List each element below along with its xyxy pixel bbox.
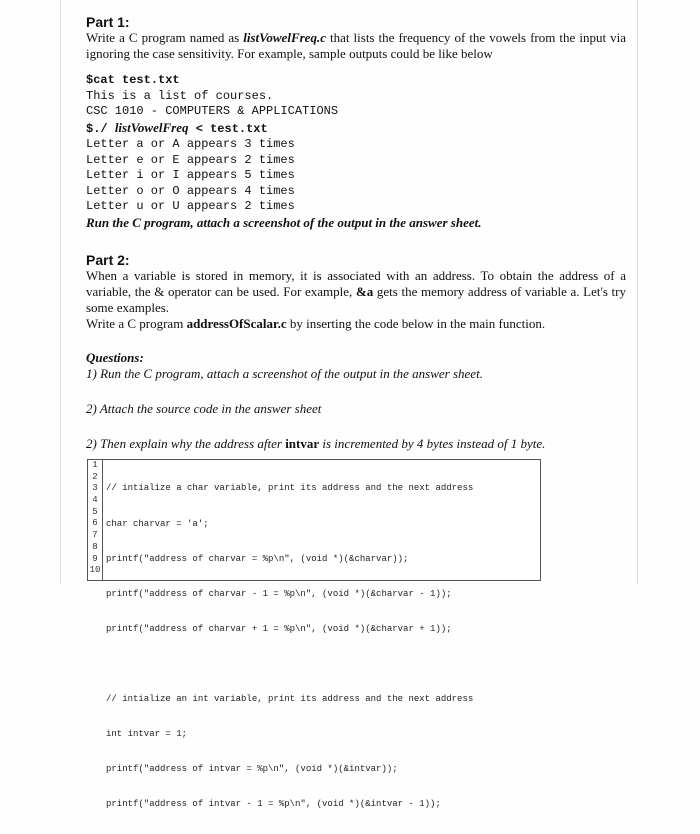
file-line: This is a list of courses. — [86, 88, 274, 103]
run-command — [86, 120, 626, 138]
code-line: // intialize a char variable, print its address and the next address — [106, 483, 474, 494]
part2-program-name: addressOfScalar.c — [186, 315, 287, 331]
file-line: CSC 1010 - COMPUTERS & APPLICATIONS — [86, 104, 339, 118]
code-line — [106, 659, 538, 671]
code-listing — [87, 459, 541, 810]
output-line: Letter o or O appears 4 times — [86, 183, 295, 198]
address-operator-example: &a — [355, 283, 374, 299]
document-content — [86, 14, 626, 452]
question-2: 2) Attach the source code in the answer sheet — [86, 400, 322, 416]
output-line: Letter a or A appears 3 times — [86, 137, 295, 151]
code-line: // intialize an int variable, print its address and the next address — [106, 693, 474, 704]
code-line: printf("address of charvar - 1 = %p\n", (void *)(&charvar - 1)); — [106, 588, 452, 599]
part2-paragraph-text: When a variable is stored in memory, it is associated with an address. To obtain the address of a variable, the & operator can be used. For example, — [86, 267, 626, 299]
line-number: 10 — [89, 565, 101, 576]
part1-program-name: listVowelFreq.c — [243, 30, 326, 45]
part2-heading: Part 2: — [86, 251, 130, 268]
code-line: printf("address of intvar = %p\n", (void *)(&intvar)); — [106, 764, 398, 775]
line-number: 3 — [92, 483, 98, 494]
part2-paragraph — [86, 268, 626, 316]
run-command-prefix: $./ — [86, 121, 115, 136]
line-number: 4 — [92, 495, 98, 506]
code-line: char charvar = 'a'; — [106, 518, 209, 529]
line-number: 6 — [92, 518, 98, 529]
line-number: 1 — [92, 460, 98, 470]
part2-write-instruction — [86, 316, 626, 332]
question-3-rest: is incremented by 4 bytes instead of 1 byte. — [319, 435, 546, 451]
run-command-suffix: < test.txt — [188, 121, 268, 136]
question-3-variable: intvar — [285, 435, 320, 451]
line-number: 7 — [92, 530, 98, 541]
line-number: 9 — [92, 553, 98, 564]
part1-instruction: Run the C program, attach a screenshot of the output in the answer sheet. — [86, 214, 482, 230]
part1-heading: Part 1: — [86, 14, 130, 30]
output-line: Letter u or U appears 2 times — [86, 199, 295, 213]
line-number-gutter — [88, 460, 103, 580]
code-lines — [106, 460, 538, 834]
question-3 — [86, 436, 626, 452]
part2-paragraph-rest: gets the memory address of variable a. Let's try some examples. — [86, 283, 626, 315]
run-command-program: listVowelFreq — [114, 119, 189, 135]
line-number: 2 — [92, 471, 98, 482]
output-line: Letter i or I appears 5 times — [86, 168, 295, 182]
questions-heading: Questions: — [86, 349, 144, 365]
part1-intro — [86, 30, 626, 62]
code-line: printf("address of intvar - 1 = %p\n", (void *)(&intvar - 1)); — [106, 799, 441, 810]
question-3-text: 2) Then explain why the address after — [86, 435, 286, 451]
part1-intro-text: Write a C program named as — [86, 30, 244, 45]
question-1: 1) Run the C program, attach a screenshot of the output in the answer sheet. — [86, 365, 483, 381]
code-line: printf("address of charvar + 1 = %p\n", (void *)(&charvar + 1)); — [106, 623, 452, 634]
part1-intro-rest: that lists the frequency of the vowels from the input via ignoring the case sensitivity. For example, sample outputs could be like below — [86, 30, 626, 61]
line-number: 8 — [92, 541, 98, 552]
part2-write-text: Write a C program — [86, 315, 187, 331]
code-line: int intvar = 1; — [106, 729, 188, 740]
output-line: Letter e or E appears 2 times — [86, 152, 295, 167]
cat-command: $cat test.txt — [86, 73, 180, 87]
code-line: printf("address of charvar = %p\n", (void *)(&charvar)); — [106, 553, 409, 564]
part2-write-rest: by inserting the code below in the main function. — [286, 315, 546, 331]
line-number: 5 — [92, 506, 98, 517]
